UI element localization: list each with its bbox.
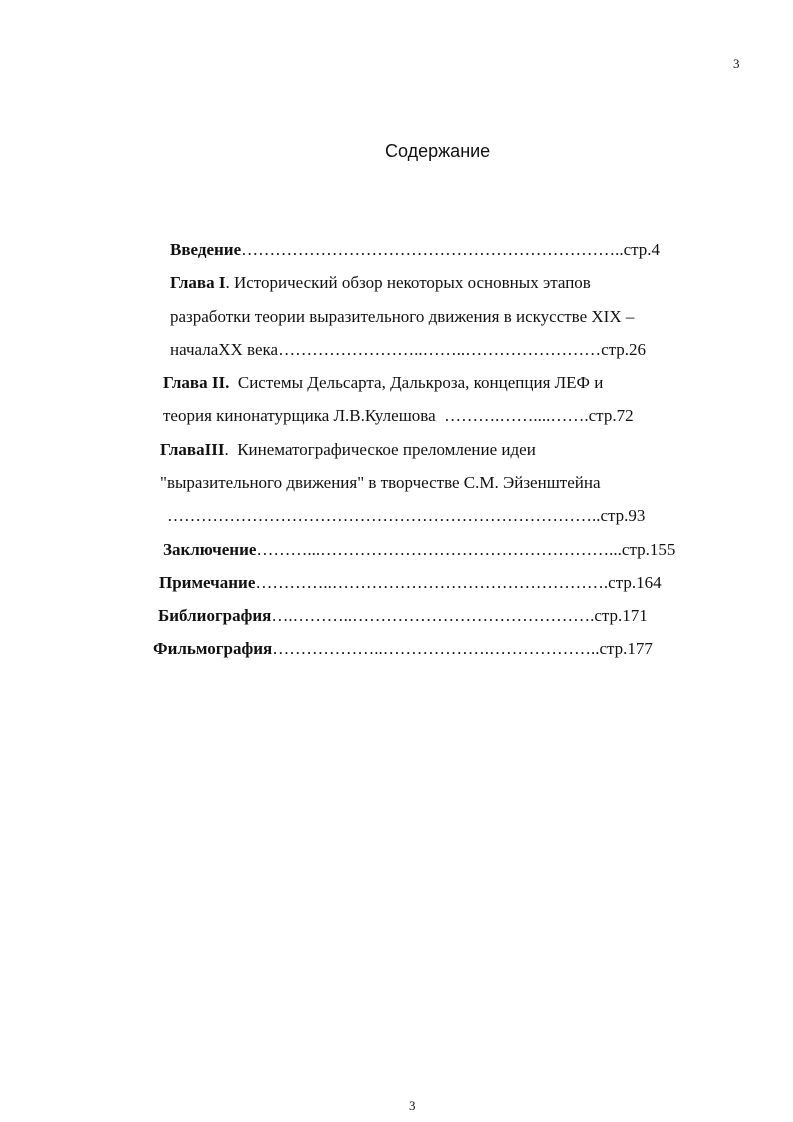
toc-ch3-label: ГлаваIII [160, 440, 225, 459]
toc-entry-ch3-line2 [160, 473, 601, 493]
toc-ch2-text1: Системы Дельсарта, Далькроза, концепция ЛЕФ и [229, 373, 604, 392]
toc-notes-page: стр.164 [608, 573, 662, 592]
toc-ch2-page: стр.72 [588, 406, 634, 425]
toc-entry-ch2-line1 [163, 373, 603, 393]
toc-notes-title: Примечание [159, 573, 256, 592]
toc-bibliography-title: Библиография [158, 606, 272, 625]
toc-entry-ch1-line3 [170, 340, 646, 360]
toc-intro-page: стр.4 [623, 240, 661, 259]
toc-entry-filmography [153, 639, 653, 659]
toc-notes-leader: …………..…………………………………………. [255, 573, 609, 592]
toc-bibliography-page: стр.171 [594, 606, 648, 625]
toc-ch2-leader: ……….……....……. [435, 406, 589, 425]
toc-ch1-page: стр.26 [601, 340, 646, 359]
page-title: Содержание [385, 141, 491, 161]
toc-ch3-leader: ………………………………………………………………….. [167, 506, 601, 525]
toc-entry-ch1-line2 [170, 307, 634, 327]
toc-filmography-leader: ………………..……………….……………….. [272, 639, 600, 658]
toc-entry-intro [170, 240, 660, 260]
toc-ch1-text3: началаXX века [170, 340, 279, 359]
toc-conclusion-title: Заключение [163, 540, 257, 559]
toc-entry-ch3-line3 [167, 506, 645, 526]
page-number-bottom: 3 [409, 1098, 416, 1113]
toc-ch2-label: Глава II. [163, 373, 230, 392]
toc-ch3-text2: "выразительного движения" в творчестве С.М. Эйзенштейна [160, 473, 601, 492]
toc-filmography-page: стр.177 [599, 639, 653, 658]
toc-entry-bibliography [158, 606, 648, 626]
toc-bibliography-leader: ….………..……………………………………. [271, 606, 595, 625]
toc-conclusion-leader: ………...……………………………………………... [256, 540, 622, 559]
toc-ch3-text1: . Кинематографическое преломление идеи [224, 440, 536, 459]
toc-ch3-page: стр.93 [600, 506, 646, 525]
toc-entry-ch3-line1 [160, 440, 536, 460]
page-number-top: 3 [733, 56, 740, 71]
toc-entry-ch1-line1 [170, 273, 591, 293]
toc-ch1-label: Глава I [170, 273, 226, 292]
toc-entry-conclusion [163, 540, 675, 560]
toc-ch1-leader: ……………………..……..…………………… [278, 340, 602, 359]
toc-intro-leader: ………………………………………………………….. [241, 240, 624, 259]
toc-intro-title: Введение [170, 240, 242, 259]
toc-ch2-text2: теория кинонатурщика Л.В.Кулешова [163, 406, 436, 425]
toc-filmography-title: Фильмография [153, 639, 273, 658]
toc-ch1-text2: разработки теории выразительного движения в искусстве XIX – [170, 307, 635, 326]
toc-entry-notes [159, 573, 662, 593]
toc-entry-ch2-line2 [163, 406, 634, 426]
toc-conclusion-page: стр.155 [621, 540, 676, 559]
toc-ch1-text1: . Исторический обзор некоторых основных этапов [225, 273, 591, 292]
